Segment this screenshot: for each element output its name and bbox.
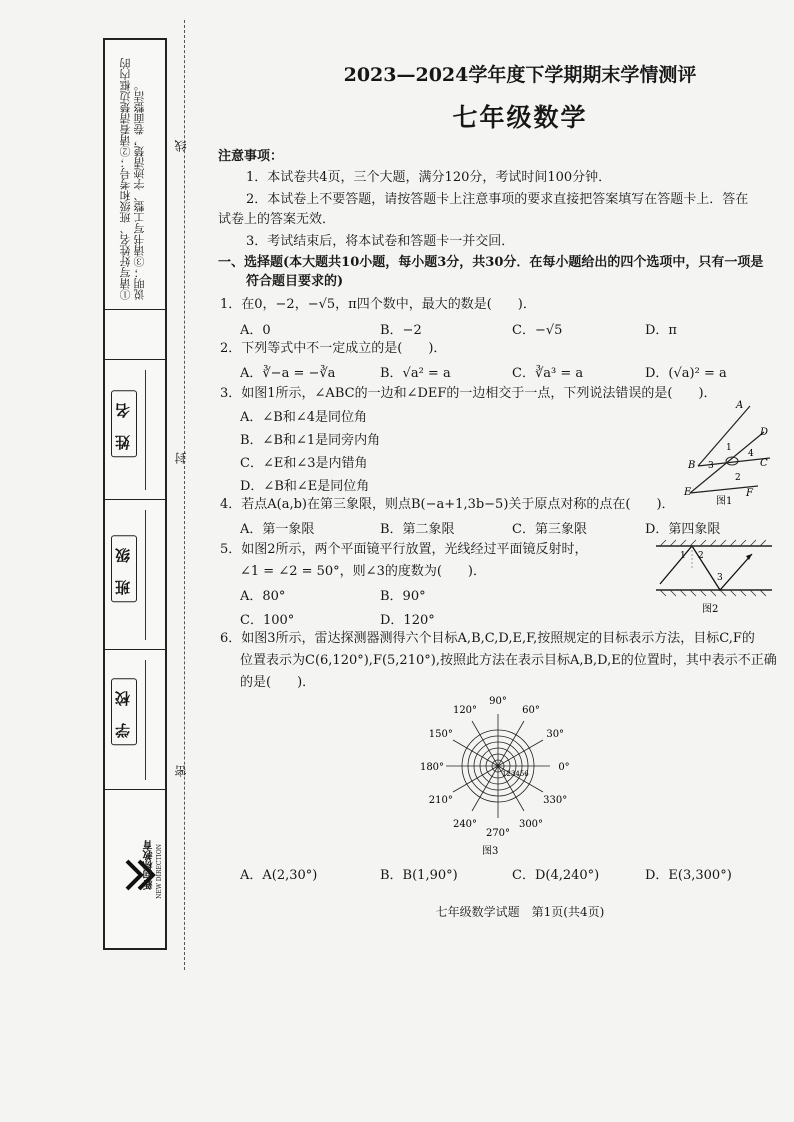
fig1-label-e: E [684, 487, 692, 498]
q4-option-a[interactable]: A．第一象限 [240, 522, 315, 537]
radar-spoke [498, 740, 543, 766]
fig1-label-f: F [746, 488, 753, 499]
q2-option-d[interactable]: D．(√a)² = a [645, 366, 727, 381]
q6-stem-1: 6．如图3所示，雷达探测器测得六个目标A,B,C,D,E,F,按照规定的目标表示方法，目标C,F的 [220, 631, 755, 646]
radar-spoke [453, 766, 498, 792]
class-box [105, 500, 165, 650]
q5-option-b[interactable]: B．90° [380, 589, 426, 604]
q6-stem-2: 位置表示为C(6,120°),F(5,210°),按照此方法在表示目标A,B,D,E的位置时，其中表示不正确 [240, 653, 777, 668]
radar-angle-label: 210° [428, 795, 453, 806]
q2-option-a[interactable]: A．∛−a = −∛a [240, 366, 336, 381]
fig1-caption: 图1 [716, 496, 733, 507]
fig1-label-d: D [760, 427, 769, 438]
q3-option-b[interactable]: B．∠B和∠1是同旁内角 [240, 433, 381, 448]
radar-angle-label: 240° [452, 819, 478, 831]
name-box [105, 360, 165, 500]
school-line[interactable] [145, 660, 146, 780]
radar-spoke [453, 740, 498, 766]
q5-stem-1: 5．如图2所示，两个平面镜平行放置，光线经过平面镜反射时， [220, 542, 588, 557]
fig1-label-b: B [688, 460, 696, 471]
radar-angle-label: 120° [452, 704, 478, 716]
q6-option-d[interactable]: D．E(3,300°) [645, 868, 732, 883]
q1-option-c[interactable]: C．−√5 [512, 323, 563, 338]
radar-angle-label: 60° [522, 704, 540, 716]
fig2-angle-3: 3 [717, 573, 723, 583]
q6-option-c[interactable]: C．D(4,240°) [512, 868, 600, 883]
q5-option-d[interactable]: D．120° [380, 613, 435, 628]
notes-box [105, 40, 165, 310]
notice-item-2b: 试卷上的答案无效． [218, 212, 336, 227]
fig1-angle-4: 4 [748, 449, 754, 459]
notice-item-2a: 2．本试卷上不要答题，请按答题卡上注意事项的要求直接把答案填写在答题卡上．答在 [246, 192, 749, 207]
radar-angle-label: 30° [546, 729, 565, 740]
radar-angle-label: 180° [419, 762, 445, 773]
page-footer: 七年级数学试题 第1页(共4页) [435, 905, 605, 919]
fig2-caption: 图2 [702, 604, 719, 615]
q5-stem-2: ∠1 = ∠2 = 50°，则∠3的度数为( )． [240, 564, 486, 579]
class-label: 班 级 [111, 535, 137, 602]
exam-title: 2023—2024学年度下学期期末学情测评 [343, 64, 697, 86]
figure-1 [680, 398, 790, 508]
q2-option-c[interactable]: C．∛a³ = a [512, 366, 584, 381]
fig2-angle-2: 2 [698, 551, 704, 561]
logo-subtext: NEW DIRECTION [156, 844, 163, 899]
fig1-angle-3: 3 [708, 461, 714, 471]
section1-heading: 一、选择题(本大题共10小题，每小题3分，共30分．在每小题给出的四个选项中，只有一项是 [218, 255, 764, 270]
radar-spoke [472, 721, 498, 766]
logo [105, 820, 165, 930]
fig3-caption: 图3 [482, 846, 499, 855]
q5-option-a[interactable]: A．80° [240, 589, 286, 604]
q4-option-c[interactable]: C．第三象限 [512, 522, 587, 537]
q2-option-b[interactable]: B．√a² = a [380, 366, 451, 381]
notice-item-3: 3．考试结束后，将本试卷和答题卡一并交回． [246, 234, 515, 249]
name-label: 姓 名 [111, 390, 137, 457]
q6-option-a[interactable]: A．A(2,30°) [240, 868, 318, 883]
radar-angle-label: 150° [428, 729, 453, 740]
q3-option-c[interactable]: C．∠E和∠3是内错角 [240, 456, 368, 471]
q5-option-c[interactable]: C．100° [240, 613, 295, 628]
section1-heading-cont: 符合题目要求的) [246, 274, 344, 289]
q3-option-a[interactable]: A．∠B和∠4是同位角 [240, 410, 367, 425]
strip-spacer [105, 310, 165, 360]
radar-angle-label: 0° [558, 762, 570, 773]
school-label: 学 校 [111, 678, 137, 745]
notice-heading: 注意事项： [218, 149, 284, 164]
q4-option-b[interactable]: B．第二象限 [380, 522, 455, 537]
radar-angle-label: 300° [518, 819, 544, 831]
q1-stem: 1．在0，−2，−√5，π四个数中，最大的数是( )． [220, 297, 536, 312]
school-box [105, 650, 165, 790]
fig1-label-a: A [736, 400, 744, 411]
radar-spoke [498, 721, 524, 766]
fig1-angle-2: 2 [735, 473, 741, 483]
side-char-seal: 封 [174, 452, 188, 464]
exam-subject: 七年级数学 [452, 103, 588, 132]
figure-3-radar [410, 690, 580, 855]
fig1-angle-1: 1 [726, 443, 732, 453]
q3-option-d[interactable]: D．∠B和∠E是同位角 [240, 479, 370, 494]
binding-strip [103, 38, 167, 950]
fig1-label-c: C [760, 458, 768, 469]
q1-option-d[interactable]: D．π [645, 323, 677, 338]
radar-angle-label: 330° [543, 795, 568, 806]
radar-spoke [472, 766, 498, 811]
q4-stem: 4．若点A(a,b)在第三象限，则点B(−a+1,3b−5)关于原点对称的点在( )． [220, 497, 675, 512]
q6-stem-3: 的是( )． [240, 675, 316, 690]
notice-item-1: 1．本试卷共4页，三个大题，满分120分，考试时间100分钟． [246, 170, 612, 185]
fig2-angle-1: 1 [680, 551, 686, 561]
side-char-line: 线 [174, 140, 188, 152]
class-line[interactable] [145, 510, 146, 640]
q4-option-d[interactable]: D．第四象限 [645, 522, 721, 537]
figure-2 [652, 538, 776, 618]
q3-stem: 3．如图1所示，∠ABC的一边和∠DEF的一边相交于一点，下列说法错误的是( )． [220, 386, 717, 401]
q2-stem: 2．下列等式中不一定成立的是( )． [220, 341, 447, 356]
radar-angle-label: 270° [485, 828, 511, 839]
cut-line [184, 20, 185, 970]
radar-ring-numbers: 123456 [502, 770, 529, 778]
q1-option-a[interactable]: A．0 [240, 323, 271, 338]
radar-angle-label: 90° [489, 696, 507, 707]
logo-text: 新向标教育 [144, 840, 155, 890]
q1-option-b[interactable]: B．−2 [380, 323, 422, 338]
strip-notes: ①请写好姓名、班级和考号；②请看清楚边框内的说明；③请书写工整、字迹清楚，卷面整洁。 [119, 58, 146, 300]
side-char-secret: 密 [174, 765, 188, 777]
name-line[interactable] [145, 370, 146, 490]
q6-option-b[interactable]: B．B(1,90°) [380, 868, 458, 883]
